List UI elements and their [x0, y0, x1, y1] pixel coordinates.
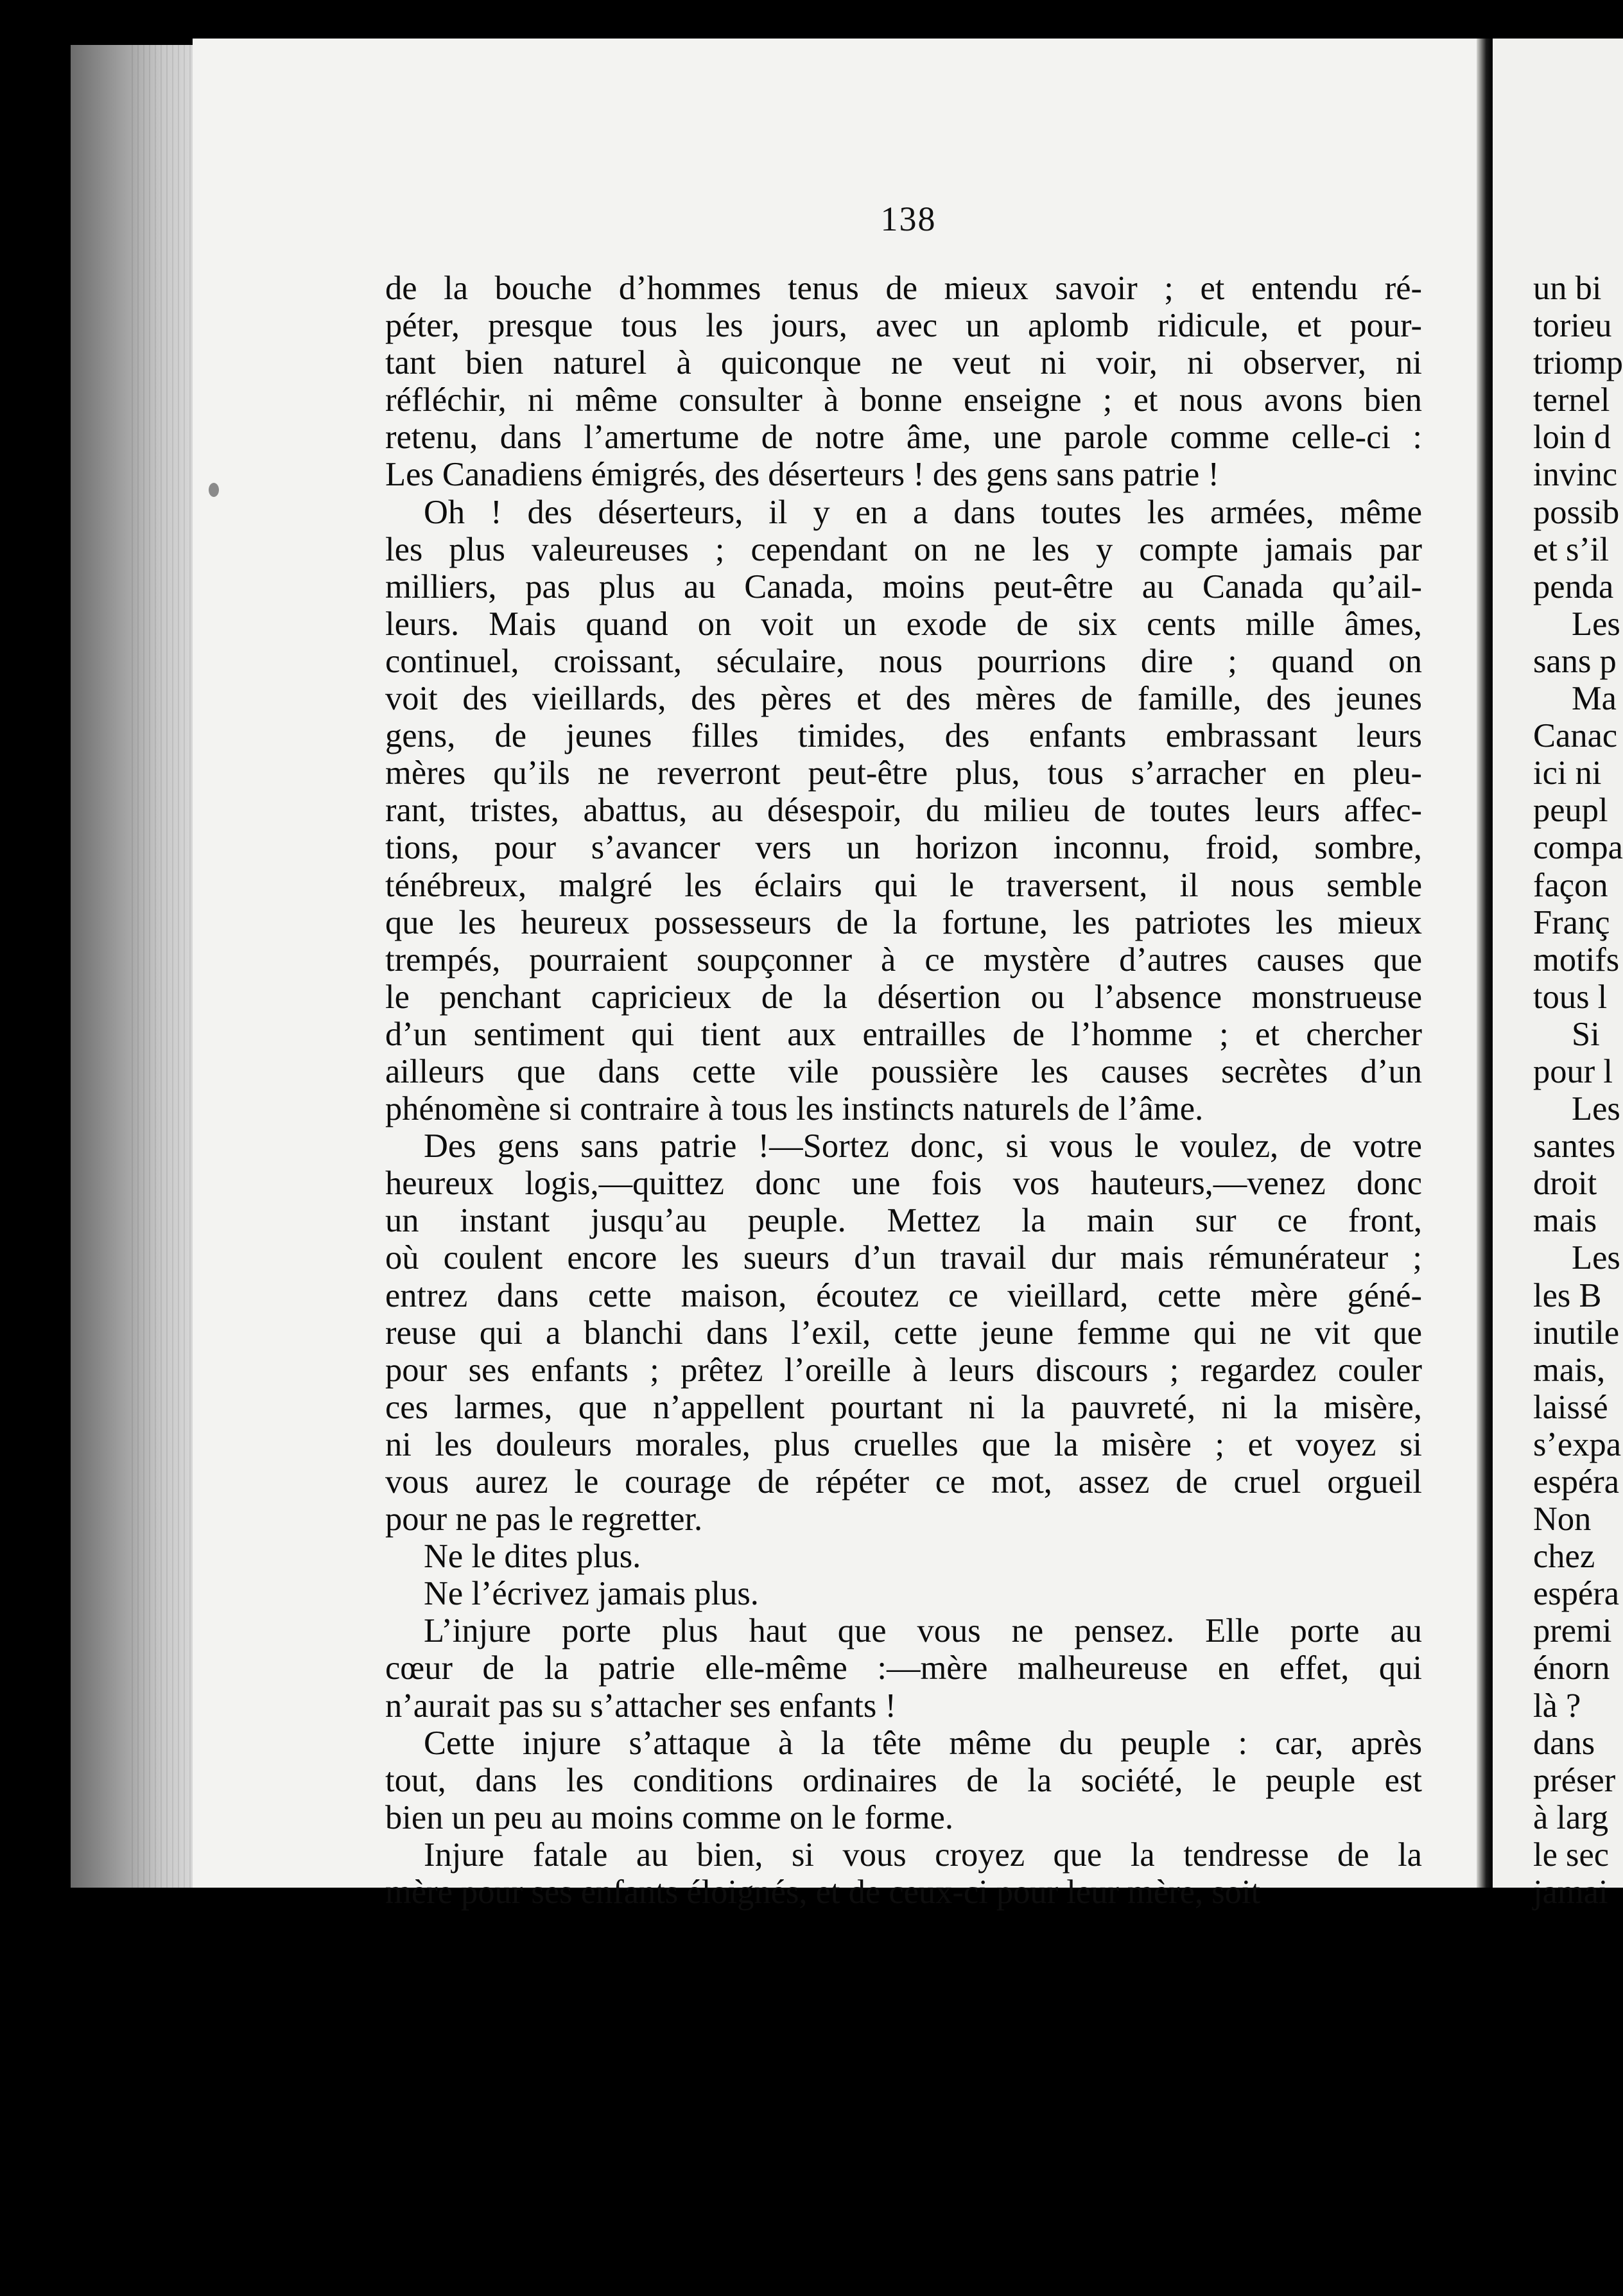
- facing-page-line: santes: [1533, 1127, 1616, 1165]
- facing-page-line: mais,: [1533, 1351, 1606, 1389]
- facing-page-line: triomp: [1533, 344, 1623, 382]
- paragraph: [385, 494, 1422, 1128]
- facing-page-line: à larg: [1533, 1798, 1609, 1836]
- text-line: Cette injure s’attaque à la tête même du peuple : car, après: [424, 1724, 1422, 1762]
- text-line: phénomène si contraire à tous les instincts naturels de l’âme.: [385, 1090, 1204, 1128]
- text-line: mères qu’ils ne reverront peut-être plus, tous s’arracher en pleu-: [385, 754, 1422, 792]
- facing-page-line: compa: [1533, 829, 1623, 867]
- facing-page-line: Ma: [1572, 680, 1617, 718]
- book-gutter: [1477, 39, 1493, 1888]
- facing-page-line: espéra: [1533, 1463, 1620, 1500]
- text-line: trempés, pourraient soupçonner à ce mystère d’autres causes que: [385, 941, 1422, 978]
- text-line: tant bien naturel à quiconque ne veut ni voir, ni observer, ni: [385, 344, 1422, 382]
- facing-page-line: ternel: [1533, 381, 1610, 419]
- page-stack-texture: [132, 45, 202, 1888]
- text-line: cœur de la patrie elle-même :—mère malheureuse en effet, qui: [385, 1649, 1422, 1687]
- facing-page-line: pour l: [1533, 1052, 1613, 1090]
- facing-page-line: peupl: [1533, 792, 1608, 830]
- text-line: bien un peu au moins comme on le forme.: [385, 1798, 953, 1836]
- text-line: d’un sentiment qui tient aux entrailles de l’homme ; et chercher: [385, 1015, 1422, 1053]
- paragraph: [385, 1575, 1422, 1612]
- facing-page-line: Les: [1572, 605, 1620, 643]
- facing-page-text: [1533, 270, 1623, 1911]
- text-line: retenu, dans l’amertume de notre âme, une parole comme celle-ci :: [385, 419, 1422, 457]
- text-line: péter, presque tous les jours, avec un aplomb ridicule, et pour-: [385, 307, 1422, 345]
- facing-page-line: Franç: [1533, 903, 1610, 941]
- text-line: leurs. Mais quand on voit un exode de six cents mille âmes,: [385, 605, 1422, 643]
- facing-page-line: espéra: [1533, 1575, 1620, 1613]
- paragraph: [385, 270, 1422, 494]
- text-line: milliers, pas plus au Canada, moins peut-être au Canada qu’ail-: [385, 568, 1422, 605]
- text-line: réfléchir, ni même consulter à bonne enseigne ; et nous avons bien: [385, 381, 1422, 419]
- text-line: pour ses enfants ; prêtez l’oreille à leurs discours ; regardez couler: [385, 1351, 1422, 1389]
- facing-page-line: penda: [1533, 568, 1614, 605]
- facing-page-line: mais: [1533, 1202, 1597, 1240]
- facing-page-line: droit: [1533, 1165, 1597, 1203]
- facing-page-line: Les: [1572, 1090, 1620, 1128]
- text-line: le penchant capricieux de la désertion ou l’absence monstrueuse: [385, 978, 1422, 1016]
- text-line: où coulent encore les sueurs d’un travail dur mais rémunérateur ;: [385, 1239, 1422, 1277]
- text-line: que les heureux possesseurs de la fortune, les patriotes les mieux: [385, 903, 1422, 941]
- paragraph: [385, 1612, 1422, 1724]
- facing-page-line: et s’il: [1533, 530, 1610, 568]
- facing-page-line: tous l: [1533, 978, 1608, 1016]
- facing-page-line: façon: [1533, 866, 1608, 904]
- text-line: rant, tristes, abattus, au désespoir, du milieu de toutes leurs affec-: [385, 792, 1422, 830]
- facing-page-line: Canac: [1533, 717, 1618, 755]
- text-line: heureux logis,—quittez donc une fois vos hauteurs,—venez donc: [385, 1165, 1422, 1203]
- facing-page-line: ici ni: [1533, 754, 1602, 792]
- facing-page-line: laissé: [1533, 1388, 1608, 1426]
- text-line: Oh ! des déserteurs, il y en a dans toutes les armées, même: [424, 493, 1422, 531]
- facing-page-line: préser: [1533, 1761, 1616, 1799]
- facing-page-line: loin d: [1533, 419, 1611, 457]
- facing-page-line: possib: [1533, 493, 1620, 531]
- text-line: gens, de jeunes filles timides, des enfants embrassant leurs: [385, 717, 1422, 755]
- text-line: entrez dans cette maison, écoutez ce vieillard, cette mère géné-: [385, 1276, 1422, 1314]
- paragraph: [385, 1725, 1422, 1836]
- text-line: ces larmes, que n’appellent pourtant ni la pauvreté, ni la misère,: [385, 1388, 1422, 1426]
- text-line: voit des vieillards, des pères et des mères de famille, des jeunes: [385, 680, 1422, 718]
- text-line: mère pour ses enfants éloignés, et de ceux-ci pour leur mère, soit: [385, 1874, 1261, 1911]
- facing-page-line: torieu: [1533, 307, 1612, 345]
- text-line: ni les douleurs morales, plus cruelles que la misère ; et voyez si: [385, 1425, 1422, 1463]
- paragraph: [385, 1538, 1422, 1575]
- facing-page-line: motifs: [1533, 941, 1620, 978]
- text-line: Ne l’écrivez jamais plus.: [424, 1575, 759, 1613]
- text-line: pour ne pas le regretter.: [385, 1500, 703, 1538]
- text-line: tout, dans les conditions ordinaires de la société, le peuple est: [385, 1761, 1422, 1799]
- text-line: ailleurs que dans cette vile poussière les causes secrètes d’un: [385, 1052, 1422, 1090]
- text-line: reuse qui a blanchi dans l’exil, cette jeune femme qui ne vit que: [385, 1314, 1422, 1352]
- text-line: les plus valeureuses ; cependant on ne les y compte jamais par: [385, 530, 1422, 568]
- paragraph: [385, 1127, 1422, 1538]
- text-line: n’aurait pas su s’attacher ses enfants !: [385, 1687, 896, 1725]
- facing-page-line: Non: [1533, 1500, 1592, 1538]
- facing-page-line: les B: [1533, 1276, 1602, 1314]
- facing-page-line: énorn: [1533, 1649, 1610, 1687]
- text-line: vous aurez le courage de répéter ce mot, assez de cruel orgueil: [385, 1463, 1422, 1500]
- text-line: Les Canadiens émigrés, des déserteurs ! des gens sans patrie !: [385, 456, 1219, 494]
- text-line: Des gens sans patrie !—Sortez donc, si vous le voulez, de votre: [424, 1127, 1422, 1165]
- text-line: continuel, croissant, séculaire, nous pourrions dire ; quand on: [385, 642, 1422, 680]
- text-line: un instant jusqu’au peuple. Mettez la main sur ce front,: [385, 1202, 1422, 1240]
- facing-page-line: s’expa: [1533, 1425, 1622, 1463]
- paragraph: [385, 1836, 1422, 1911]
- text-line: ténébreux, malgré les éclairs qui le traversent, il nous semble: [385, 866, 1422, 904]
- facing-page-line: dans: [1533, 1724, 1595, 1762]
- text-line: Ne le dites plus.: [424, 1538, 641, 1576]
- body-text: [385, 270, 1422, 1911]
- text-line: Injure fatale au bien, si vous croyez que la tendresse de la: [424, 1836, 1422, 1874]
- facing-page-line: premi: [1533, 1612, 1612, 1650]
- page-number: 138: [880, 200, 937, 238]
- facing-page-line: là ?: [1533, 1687, 1581, 1725]
- facing-page-line: jamai: [1533, 1874, 1608, 1911]
- text-line: tions, pour s’avancer vers un horizon inconnu, froid, sombre,: [385, 829, 1422, 867]
- facing-page-line: inutile: [1533, 1314, 1620, 1352]
- facing-page-line: un bi: [1533, 270, 1602, 307]
- facing-page-line: Les: [1572, 1239, 1620, 1277]
- facing-page-line: sans p: [1533, 642, 1617, 680]
- text-line: L’injure porte plus haut que vous ne pensez. Elle porte au: [424, 1612, 1422, 1650]
- facing-page-line: le sec: [1533, 1836, 1610, 1874]
- paper-speck: [209, 483, 219, 497]
- facing-page-line: Si: [1572, 1015, 1600, 1053]
- facing-page-line: chez: [1533, 1538, 1595, 1576]
- facing-page-line: invinc: [1533, 456, 1618, 494]
- text-line: de la bouche d’hommes tenus de mieux savoir ; et entendu ré-: [385, 270, 1422, 307]
